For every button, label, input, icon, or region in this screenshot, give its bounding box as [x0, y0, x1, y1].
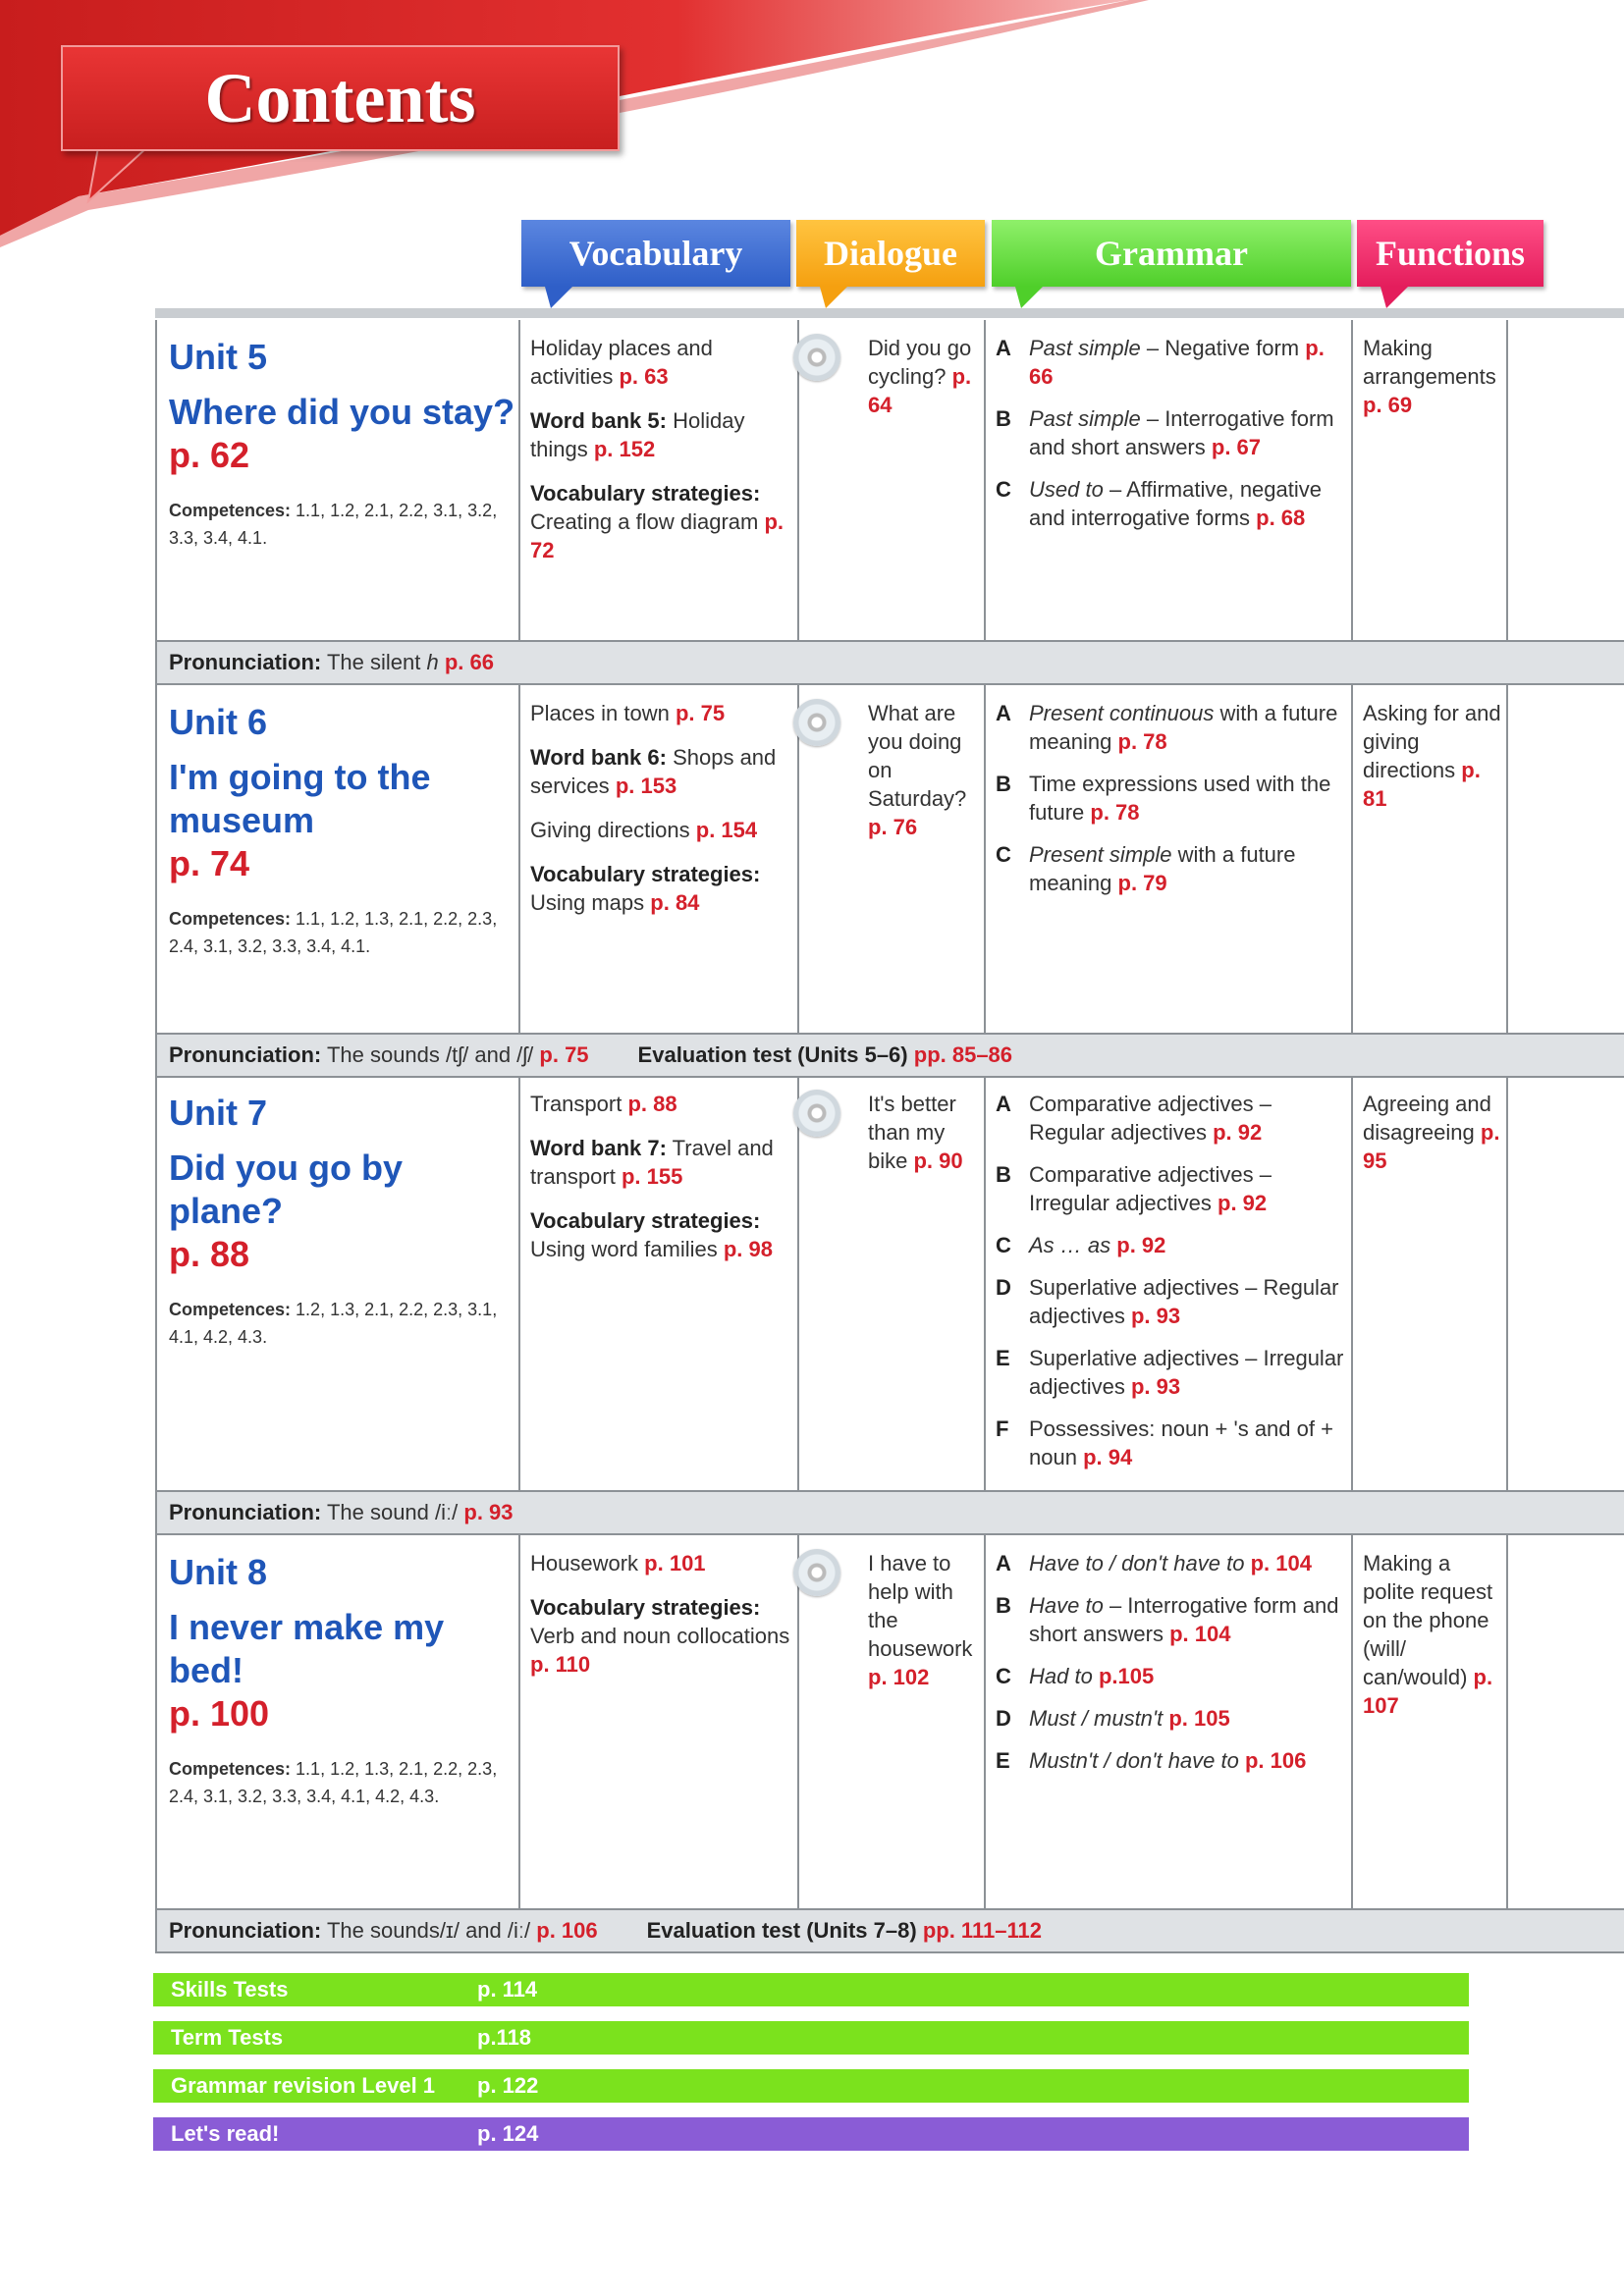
page-ref: p. 92: [1116, 1233, 1166, 1257]
grammar-item: [996, 1231, 1351, 1259]
extra-section-page: p. 124: [477, 2121, 539, 2146]
page-ref: p. 78: [1117, 729, 1167, 754]
grammar-letter: D: [996, 1275, 1011, 1300]
page-ref: p. 75: [675, 701, 726, 725]
page-ref: p. 110: [530, 1652, 591, 1677]
grammar-item: [996, 1591, 1351, 1648]
grammar-letter: A: [996, 1551, 1011, 1575]
page-ref: p. 104: [1169, 1622, 1231, 1646]
unit-row: [155, 685, 1624, 1035]
page-ref: p. 66: [444, 650, 494, 674]
grammar-item: [996, 1662, 1351, 1690]
grammar-cell: [986, 685, 1353, 1035]
dialogue-item: [868, 334, 984, 419]
title-box: [61, 45, 620, 151]
unit-title: Did you go by plane?: [169, 1148, 403, 1231]
unit-cell: [157, 685, 520, 1035]
vocabulary-item: [530, 334, 797, 391]
grammar-text: Possessives: noun + 's and of + noun: [1029, 1416, 1333, 1469]
functions-text: Making a polite request on the phone (will/ can/would): [1363, 1551, 1493, 1689]
page-ref: p. 92: [1218, 1191, 1268, 1215]
spacer: [530, 1577, 797, 1593]
extra-section-page: p.118: [477, 2025, 532, 2050]
competences-list: 1.1, 1.2, 1.3, 2.1, 2.2, 2.3, 2.4, 3.1, 3.2, 3.3, 3.4, 4.1, 4.2, 4.3.: [169, 1759, 498, 1806]
dialogue-cell: [799, 1535, 986, 1910]
pronunciation-bar: [155, 640, 1624, 685]
page-ref: p. 104: [1250, 1551, 1312, 1575]
grammar-letter: C: [996, 842, 1011, 867]
functions-item: [1363, 699, 1506, 813]
empty-cell: [1508, 685, 1624, 1035]
page-ref: p. 63: [619, 364, 669, 389]
pronunciation-label: Pronunciation:: [169, 650, 322, 674]
audio-cd-icon: [793, 1549, 840, 1596]
unit-page-ref: p. 74: [169, 843, 250, 883]
vocabulary-cell: [520, 320, 799, 642]
audio-cd-icon: [793, 334, 840, 381]
unit-cell: [157, 1076, 520, 1492]
dialogue-title: I have to help with the housework: [868, 1551, 973, 1661]
grammar-text: Superlative adjectives – Irregular adjectives: [1029, 1346, 1344, 1399]
grammar-structure: Have to: [1029, 1593, 1104, 1618]
vocabulary-item-text: Creating a flow diagram: [530, 509, 759, 534]
competences: [169, 1755, 503, 1810]
competences-list: 1.1, 1.2, 1.3, 2.1, 2.2, 2.3, 2.4, 3.1, 3.2, 3.3, 3.4, 4.1.: [169, 909, 498, 956]
page-ref: p. 79: [1117, 871, 1167, 895]
grammar-text: Comparative adjectives – Regular adjectives: [1029, 1092, 1272, 1145]
grammar-letter: A: [996, 701, 1011, 725]
page-ref: p. 93: [1130, 1304, 1181, 1328]
grammar-item: [996, 1415, 1351, 1471]
spacer: [530, 844, 797, 860]
page-ref: p. 106: [1244, 1748, 1307, 1773]
page-ref: p. 92: [1213, 1120, 1263, 1145]
competences: [169, 497, 503, 552]
page-ref: p. 152: [593, 437, 656, 461]
page-ref: p. 155: [621, 1164, 683, 1189]
table-top-rule: [155, 308, 1624, 318]
page-ref: p. 90: [913, 1148, 963, 1173]
vocabulary-item: [530, 479, 797, 564]
page-ref: p. 153: [615, 774, 677, 798]
empty-cell: [1508, 1076, 1624, 1492]
grammar-text: Superlative adjectives – Regular adjectives: [1029, 1275, 1339, 1328]
grammar-item: [996, 840, 1351, 897]
grammar-letter: E: [996, 1748, 1010, 1773]
grammar-item: [996, 1273, 1351, 1330]
vocabulary-item-heading: Word bank 6:: [530, 745, 667, 770]
tab-vocabulary: [521, 220, 790, 287]
vocabulary-item-text: Holiday things: [530, 408, 745, 461]
page-ref: p. 95: [1363, 1120, 1500, 1173]
page-ref: p. 98: [723, 1237, 773, 1261]
extra-section-bar[interactable]: [153, 1973, 1469, 2006]
grammar-letter: E: [996, 1346, 1010, 1370]
grammar-cell: [986, 1076, 1353, 1492]
page-ref: p. 81: [1363, 758, 1481, 811]
dialogue-cell: [799, 685, 986, 1035]
pronunciation-bar: [155, 1033, 1624, 1078]
grammar-letter: B: [996, 406, 1011, 431]
extra-section-page: p. 122: [477, 2073, 539, 2098]
competences-label: Competences:: [169, 909, 292, 929]
page-ref: p. 84: [650, 890, 700, 915]
grammar-letter: F: [996, 1416, 1009, 1441]
page-ref: p. 105: [1168, 1706, 1230, 1731]
vocabulary-item: [530, 1206, 797, 1263]
grammar-item: [996, 1344, 1351, 1401]
page-ref: p. 93: [1130, 1374, 1181, 1399]
tab-dialogue-label: Dialogue: [823, 234, 957, 273]
dialogue-title: What are you doing on Saturday?: [868, 701, 967, 811]
vocabulary-item-text: Housework: [530, 1551, 639, 1575]
vocabulary-item-text: Shops and services: [530, 745, 777, 798]
grammar-structure: Have to / don't have to: [1029, 1551, 1245, 1575]
grammar-text: with a future meaning: [1029, 842, 1296, 895]
grammar-text: Time expressions used with the future: [1029, 772, 1331, 825]
vocabulary-item: [530, 406, 797, 463]
vocabulary-item: [530, 699, 797, 727]
grammar-structure: Past simple: [1029, 406, 1141, 431]
unit-page-ref: p. 88: [169, 1234, 250, 1274]
evaluation-test-label: Evaluation test (Units 5–6): [637, 1042, 908, 1067]
vocabulary-item-text: Using maps: [530, 890, 645, 915]
page-ref: p. 64: [868, 364, 972, 417]
spacer: [530, 463, 797, 479]
spacer: [530, 800, 797, 816]
page-ref: p.105: [1098, 1664, 1155, 1688]
functions-item: [1363, 1090, 1506, 1175]
page-ref: p. 102: [868, 1665, 930, 1689]
dialogue-item: [868, 1090, 984, 1175]
tab-grammar-label: Grammar: [1095, 234, 1248, 273]
grammar-text: – Affirmative, negative and interrogative forms: [1029, 477, 1322, 530]
competences-label: Competences:: [169, 1300, 292, 1319]
competences-label: Competences:: [169, 501, 292, 520]
dialogue-item: [868, 1549, 984, 1691]
evaluation-test-label: Evaluation test (Units 7–8): [646, 1918, 917, 1943]
dialogue-item: [868, 699, 984, 841]
dialogue-cell: [799, 1076, 986, 1492]
page-ref: p. 106: [536, 1918, 598, 1943]
competences-list: 1.2, 1.3, 2.1, 2.2, 2.3, 3.1, 4.1, 4.2, 4.3.: [169, 1300, 498, 1347]
spacer: [530, 727, 797, 743]
grammar-structure: Used to: [1029, 477, 1104, 502]
pronunciation-text: The silent: [326, 650, 421, 674]
extra-section-bar[interactable]: [153, 2021, 1469, 2055]
vocabulary-item-heading: Word bank 5:: [530, 408, 667, 433]
competences-label: Competences:: [169, 1759, 292, 1779]
unit-page-ref: p. 100: [169, 1693, 270, 1734]
grammar-item: [996, 699, 1351, 756]
vocabulary-item-text: Transport: [530, 1092, 623, 1116]
extra-section-bar[interactable]: [153, 2069, 1469, 2103]
unit-number: Unit 8: [169, 1552, 268, 1592]
pronunciation-text: The sound /iː/: [326, 1500, 459, 1524]
tab-grammar: [992, 220, 1351, 287]
functions-cell: [1353, 1535, 1508, 1910]
vocabulary-item: [530, 1549, 797, 1577]
unit-title: Where did you stay?: [169, 392, 515, 432]
grammar-text: – Interrogative form and short answers: [1029, 406, 1334, 459]
dialogue-title: It's better than my bike: [868, 1092, 956, 1173]
page-ref: p. 94: [1083, 1445, 1133, 1469]
page-ref: p. 93: [463, 1500, 514, 1524]
grammar-item: [996, 334, 1351, 391]
grammar-letter: A: [996, 336, 1011, 360]
grammar-item: [996, 1160, 1351, 1217]
grammar-letter: B: [996, 772, 1011, 796]
page-ref: p. 107: [1363, 1665, 1493, 1718]
page-ref: p. 101: [644, 1551, 706, 1575]
grammar-structure: Present simple: [1029, 842, 1172, 867]
vocabulary-item-text: Verb and noun collocations: [530, 1624, 790, 1648]
spacer: [530, 1191, 797, 1206]
vocabulary-item: [530, 1593, 797, 1679]
vocabulary-cell: [520, 1076, 799, 1492]
grammar-item: [996, 1746, 1351, 1775]
vocabulary-item-text: Travel and transport: [530, 1136, 774, 1189]
vocabulary-item-heading: Word bank 7:: [530, 1136, 667, 1160]
vocabulary-item-heading: Vocabulary strategies:: [530, 862, 761, 886]
grammar-structure: Mustn't / don't have to: [1029, 1748, 1239, 1773]
grammar-letter: C: [996, 1664, 1011, 1688]
unit-number: Unit 5: [169, 337, 268, 377]
grammar-item: [996, 475, 1351, 532]
grammar-letter: B: [996, 1593, 1011, 1618]
grammar-text: with a future meaning: [1029, 701, 1338, 754]
functions-cell: [1353, 685, 1508, 1035]
tab-vocabulary-label: Vocabulary: [568, 234, 743, 273]
tab-functions: [1357, 220, 1543, 287]
pronunciation-text: The sounds/ɪ/ and /iː/: [326, 1918, 531, 1943]
vocabulary-item-heading: Vocabulary strategies:: [530, 481, 761, 506]
page-ref: p. 154: [695, 818, 758, 842]
unit-title: I never make my bed!: [169, 1607, 445, 1690]
page-ref: p. 66: [1029, 336, 1325, 389]
grammar-letter: D: [996, 1706, 1011, 1731]
page-ref: p. 69: [1363, 393, 1413, 417]
extra-section-label: Grammar revision Level 1: [171, 2073, 436, 2098]
extra-section-label: Let's read!: [171, 2121, 280, 2146]
page-ref: pp. 111–112: [922, 1918, 1042, 1943]
page-ref: p. 75: [539, 1042, 589, 1067]
pronunciation-label: Pronunciation:: [169, 1042, 322, 1067]
grammar-structure: Had to: [1029, 1664, 1093, 1688]
grammar-text: Comparative adjectives – Irregular adjectives: [1029, 1162, 1272, 1215]
header-banner: [0, 0, 1624, 255]
page-ref: p. 88: [627, 1092, 677, 1116]
grammar-item: [996, 1704, 1351, 1733]
functions-text: Asking for and giving directions: [1363, 701, 1501, 782]
vocabulary-item-heading: Vocabulary strategies:: [530, 1595, 761, 1620]
grammar-item: [996, 770, 1351, 827]
grammar-letter: A: [996, 1092, 1011, 1116]
grammar-structure: Past simple: [1029, 336, 1141, 360]
grammar-cell: [986, 1535, 1353, 1910]
functions-text: Agreeing and disagreeing: [1363, 1092, 1491, 1145]
vocabulary-item: [530, 1134, 797, 1191]
unit-number: Unit 6: [169, 702, 268, 742]
tab-functions-label: Functions: [1375, 234, 1526, 273]
grammar-item: [996, 1549, 1351, 1577]
grammar-letter: B: [996, 1162, 1011, 1187]
vocabulary-cell: [520, 685, 799, 1035]
pronunciation-italic: h: [426, 650, 439, 674]
empty-cell: [1508, 320, 1624, 642]
functions-item: [1363, 1549, 1506, 1720]
unit-number: Unit 7: [169, 1093, 268, 1133]
functions-cell: [1353, 1076, 1508, 1492]
vocabulary-item-heading: Vocabulary strategies:: [530, 1208, 761, 1233]
page-ref: p. 68: [1256, 506, 1306, 530]
pronunciation-bar: [155, 1908, 1624, 1953]
page-ref: p. 72: [530, 509, 785, 562]
dialogue-cell: [799, 320, 986, 642]
grammar-text: – Interrogative form and short answers: [1029, 1593, 1339, 1646]
vocabulary-item-text: Using word families: [530, 1237, 718, 1261]
extra-section-page: p. 114: [477, 1977, 538, 2002]
grammar-letter: C: [996, 477, 1011, 502]
vocabulary-item: [530, 1090, 797, 1118]
functions-text: Making arrangements: [1363, 336, 1496, 389]
grammar-letter: C: [996, 1233, 1011, 1257]
extra-section-label: Term Tests: [171, 2025, 284, 2050]
unit-row: [155, 1076, 1624, 1492]
grammar-structure: As … as: [1029, 1233, 1111, 1257]
grammar-structure: Present continuous: [1029, 701, 1215, 725]
pronunciation-label: Pronunciation:: [169, 1918, 322, 1943]
spacer: [530, 391, 797, 406]
vocabulary-item-text: Places in town: [530, 701, 670, 725]
competences-list: 1.1, 1.2, 2.1, 2.2, 3.1, 3.2, 3.3, 3.4, 4.1.: [169, 501, 498, 548]
page-ref: p. 76: [868, 815, 918, 839]
pronunciation-bar: [155, 1490, 1624, 1535]
grammar-text: – Negative form: [1146, 336, 1300, 360]
vocabulary-item-text: Giving directions: [530, 818, 690, 842]
page-title: Contents: [204, 59, 476, 137]
grammar-item: [996, 1090, 1351, 1147]
pronunciation-label: Pronunciation:: [169, 1500, 322, 1524]
unit-title: I'm going to the museum: [169, 757, 431, 840]
spacer: [530, 1118, 797, 1134]
page-ref: p. 67: [1211, 435, 1262, 459]
functions-cell: [1353, 320, 1508, 642]
dialogue-title: Did you go cycling?: [868, 336, 972, 389]
unit-row: [155, 320, 1624, 642]
grammar-cell: [986, 320, 1353, 642]
page-ref: pp. 85–86: [913, 1042, 1013, 1067]
page-ref: p. 78: [1090, 800, 1140, 825]
vocabulary-item: [530, 860, 797, 917]
vocabulary-cell: [520, 1535, 799, 1910]
vocabulary-item: [530, 816, 797, 844]
extra-section-label: Skills Tests: [171, 1977, 289, 2002]
audio-cd-icon: [793, 699, 840, 746]
competences: [169, 905, 503, 960]
vocabulary-item-text: Holiday places and activities: [530, 336, 713, 389]
functions-item: [1363, 334, 1506, 419]
grammar-structure: Must / mustn't: [1029, 1706, 1164, 1731]
vocabulary-item: [530, 743, 797, 800]
tab-dialogue: [796, 220, 985, 287]
unit-row: [155, 1535, 1624, 1910]
extra-section-bar[interactable]: [153, 2117, 1469, 2151]
unit-page-ref: p. 62: [169, 435, 250, 475]
audio-cd-icon: [793, 1090, 840, 1137]
empty-cell: [1508, 1535, 1624, 1910]
grammar-item: [996, 404, 1351, 461]
competences: [169, 1296, 503, 1351]
unit-cell: [157, 1535, 520, 1910]
pronunciation-text: The sounds /tʃ/ and /ʃ/: [326, 1042, 534, 1067]
unit-cell: [157, 320, 520, 642]
